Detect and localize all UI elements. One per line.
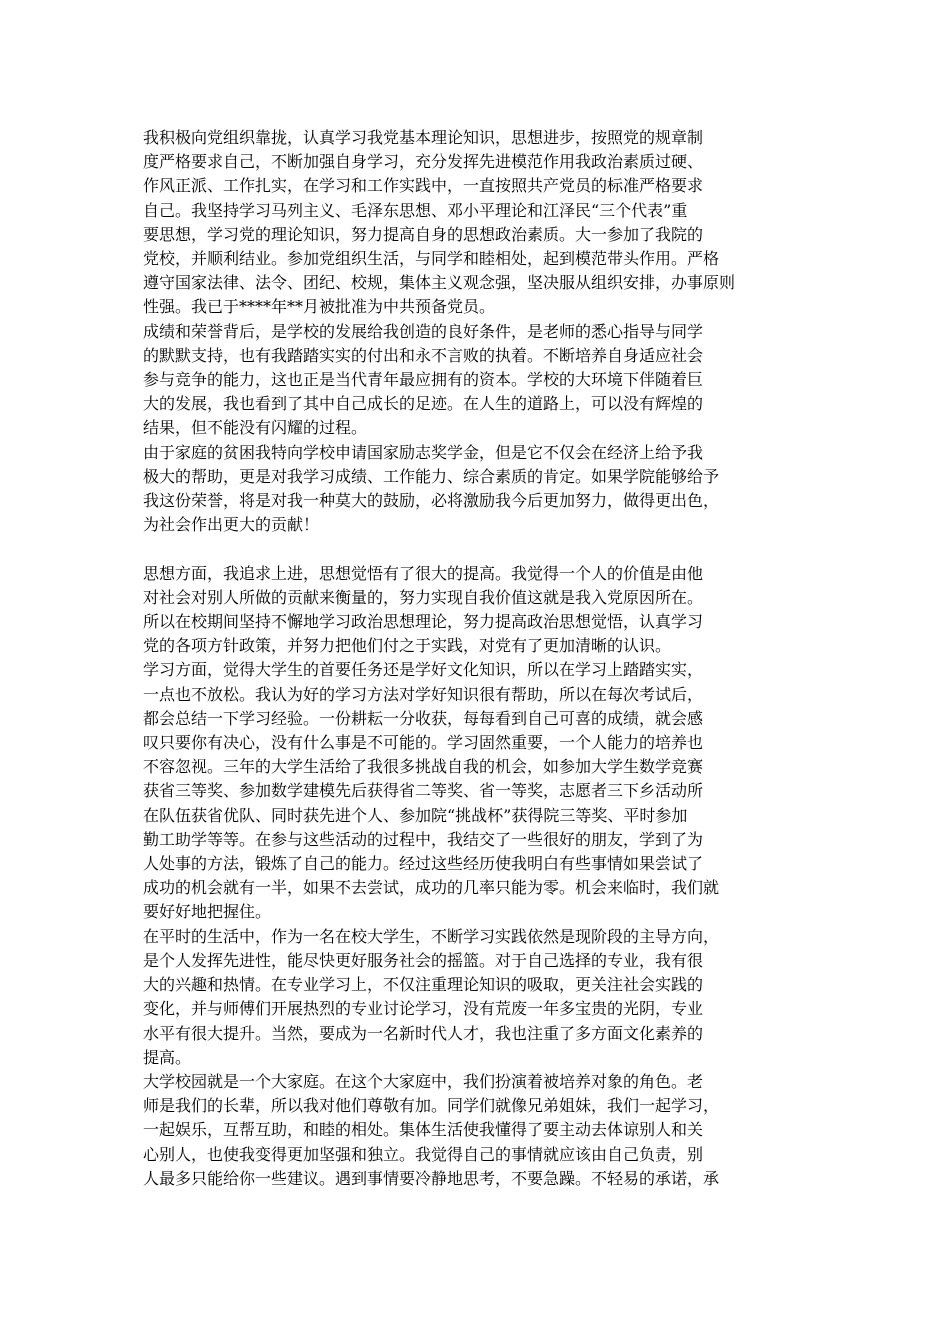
paragraph-achievements: 成绩和荣誉背后，是学校的发展给我创造的良好条件，是老师的悉心指导与同学 的默默支持，也有我踏踏实实的付出和永不言败的执着。不断培养自身适应社会 参与竞争的能力，这也正是当代青年最应拥有的资本。学校的大环境下伴随着巨 大的发展，我也看到了其中自己成长的足迹。在人生的道路上，可以没有辉煌的 结果，但不能没有闪耀的过程。 xyxy=(143,321,704,438)
paragraph-study: 学习方面，觉得大学生的首要任务还是学好文化知识，所以在学习上踏踏实实， 一点也不放松。我认为好的学习方法对学好知识很有帮助，所以在每次考试后， 都会总结一下学习经验。一份耕耘一分收获，每每看到自己可喜的成绩，就会感 叹只要你有决心，没有什么事是不可能的。学习固然重要，一个人能力的培养也 不容忽视。三年的大学生活给了我很多挑战自我的机会，如参加大学生数学竞赛 获省三等奖、参加数学建模先后获得省二等奖、省一等奖，志愿者三下乡活动所 在队伍获省优队、同时获先进个人、参加院“挑战杯”获得院三等奖、平时参加 勤工助学等等。在参与这些活动的过程中，我结交了一些很好的朋友，学到了为 人处事的方法，锻炼了自己的能力。经过这些经历使我明白有些事情如果尝试了 成功的机会就有一半，如果不去尝试，成功的几率只能为零。机会来临时，我们就 要好好地把握住。 xyxy=(143,660,720,922)
paragraph-party-activity: 我积极向党组织靠拢，认真学习我党基本理论知识，思想进步，按照党的规章制 度严格要求自己，不断加强自身学习，充分发挥先进模范作用我政治素质过硬、 作风正派、工作扎实，在学习和工作实践中，一直按照共产党员的标准严格要求 自己。我坚持学习马列主义、毛泽东思想、邓小平理论和江泽民“三个代表”重 要思想，学习党的理论知识，努力提高自身的思想政治素质。大一参加了我院的 党校，并顺利结业。参加党组织生活，与同学和睦相处，起到模范带头作用。严格 遵守国家法律、法令、团纪、校规，集体主义观念强，坚决服从组织安排，办事原则 性强。我已于****年**月被批准为中共预备党员。 xyxy=(143,128,736,317)
paragraph-ideology: 思想方面，我追求上进，思想觉悟有了很大的提高。我觉得一个人的价值是由他 对社会对别人所做的贡献来衡量的，努力实现自我价值这就是我入党原因所在。 所以在校期间坚持不懈地学习政治思想理论，努力提高政治思想觉悟，认真学习 党的各项方针政策，并努力把他们付之于实践，对党有了更加清晰的认识。 xyxy=(143,563,704,656)
paragraph-daily-life: 在平时的生活中，作为一名在校大学生，不断学习实践依然是现阶段的主导方向， 是个人发挥先进性，能尽快更好服务社会的摇篮。对于自己选择的专业，我有很 大的兴趣和热情。在专业学习上，不仅注重理论知识的吸取，更关注社会实践的 变化，并与师傅们开展热烈的专业讨论学习，没有荒废一年多宝贵的光阴，专业 水平有很大提升。当然，要成为一名新时代人才，我也注重了多方面文化素养的 提高。 xyxy=(143,926,720,1067)
paragraph-spacer xyxy=(143,537,810,561)
paragraph-scholarship-request: 由于家庭的贫困我特向学校申请国家励志奖学金，但是它不仅会在经济上给予我 极大的帮助，更是对我学习成绩、工作能力、综合素质的肯定。如果学院能够给予 我这份荣誉，将是对我一种莫大的鼓励，必将激励我今后更加努力，做得更出色， 为社会作出更大的贡献！ xyxy=(143,442,720,535)
document-body xyxy=(143,126,810,1191)
paragraph-campus-family: 大学校园就是一个大家庭。在这个大家庭中，我们扮演着被培养对象的角色。老 师是我们的长辈，所以我对他们尊敬有加。同学们就像兄弟姐妹，我们一起学习， 一起娱乐，互帮互助，和睦的相处。集体生活使我懂得了要主动去体谅别人和关 心别人，也使我变得更加坚强和独立。我觉得自己的事情就应该由自己负责，别 人最多只能给你一些建议。遇到事情要冷静地思考，不要急躁。不轻易的承诺，承 xyxy=(143,1071,720,1188)
